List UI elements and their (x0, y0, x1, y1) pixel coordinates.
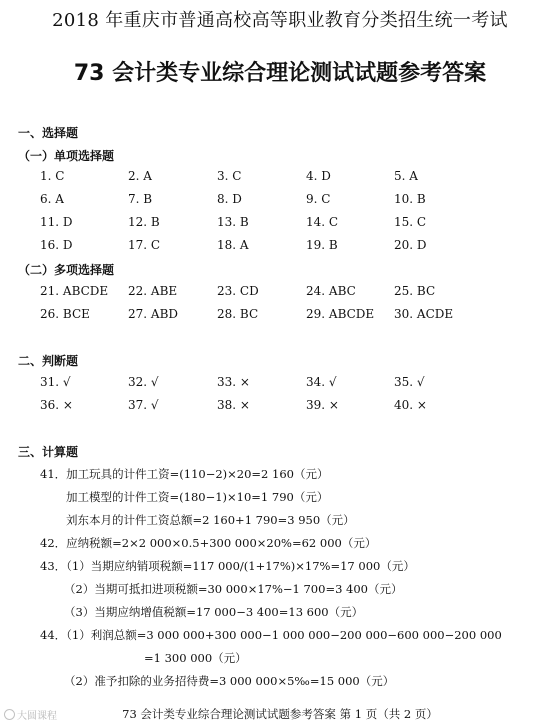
section-heading-true-false: 二、判断题 (18, 354, 79, 368)
document-title: 73 会计类专业综合理论测试试题参考答案 (73, 61, 487, 86)
answer-item: 10. B (394, 192, 426, 206)
answer-item: 29. ABCDE (306, 307, 375, 321)
answer-item: 38. × (217, 398, 250, 412)
answer-item: 33. × (217, 375, 250, 389)
answer-row (40, 375, 540, 393)
answer-item: 30. ACDE (394, 307, 454, 321)
answer-item: 24. ABC (306, 284, 356, 298)
calc-line: =1 300 000（元） (144, 651, 247, 665)
answer-item: 18. A (217, 238, 249, 252)
section-heading-choice: 一、选择题 (18, 126, 79, 140)
answer-item: 3. C (217, 169, 242, 183)
answer-item: 35. √ (394, 375, 425, 389)
answer-row (40, 398, 540, 416)
answer-item: 32. √ (128, 375, 159, 389)
answer-item: 9. C (306, 192, 331, 206)
calc-line: （3）当期应纳增值税额=17 000−3 400=13 600（元） (64, 605, 364, 619)
watermark-text: 大圆课程 (17, 711, 57, 722)
answer-item: 14. C (306, 215, 339, 229)
calc-line: 43．（1）当期应纳销项税额=117 000/(1+17%)×17%=17 000（元） (40, 559, 415, 573)
answer-item: 21. ABCDE (40, 284, 109, 298)
answer-item: 5. A (394, 169, 418, 183)
calc-line: （2）准予扣除的业务招待费=3 000 000×5‰=15 000（元） (64, 674, 395, 688)
answer-item: 19. B (306, 238, 338, 252)
section-heading-calculation: 三、计算题 (18, 445, 79, 459)
answer-item: 17. C (128, 238, 161, 252)
answer-row (40, 169, 540, 187)
calc-line: 42．应纳税额=2×2 000×0.5+300 000×20%=62 000（元） (40, 536, 377, 550)
calc-line: 44．（1）利润总额=3 000 000+300 000−1 000 000−200 000−600 000−200 000 (40, 628, 502, 642)
answer-item: 23. CD (217, 284, 259, 298)
answer-item: 27. ABD (128, 307, 179, 321)
answer-item: 40. × (394, 398, 427, 412)
exam-title: 2018 年重庆市普通高校高等职业教育分类招生统一考试 (52, 10, 508, 31)
page-footer: 73 会计类专业综合理论测试试题参考答案 第 1 页（共 2 页） (122, 707, 438, 721)
answer-row (40, 215, 540, 233)
answer-item: 1. C (40, 169, 65, 183)
answer-item: 16. D (40, 238, 73, 252)
answer-item: 11. D (40, 215, 73, 229)
calc-line: 刘东本月的计件工资总额=2 160+1 790=3 950（元） (66, 513, 355, 527)
answer-item: 31. √ (40, 375, 71, 389)
answer-item: 26. BCE (40, 307, 90, 321)
answer-item: 15. C (394, 215, 427, 229)
answer-item: 22. ABE (128, 284, 178, 298)
answer-row (40, 192, 540, 210)
subsection-single-choice: （一）单项选择题 (18, 149, 115, 163)
answer-item: 13. B (217, 215, 249, 229)
answer-row (40, 238, 540, 256)
answer-item: 6. A (40, 192, 64, 206)
subsection-multi-choice: （二）多项选择题 (18, 263, 115, 277)
answer-item: 37. √ (128, 398, 159, 412)
calc-line: 41．加工玩具的计件工资=(110−2)×20=2 160（元） (40, 467, 329, 481)
answer-item: 8. D (217, 192, 242, 206)
answer-item: 36. × (40, 398, 73, 412)
answer-item: 39. × (306, 398, 339, 412)
answer-row (40, 307, 540, 325)
answer-item: 12. B (128, 215, 160, 229)
answer-item: 4. D (306, 169, 331, 183)
answer-item: 34. √ (306, 375, 337, 389)
answer-item: 20. D (394, 238, 427, 252)
answer-item: 7. B (128, 192, 153, 206)
answer-item: 25. BC (394, 284, 436, 298)
answer-item: 2. A (128, 169, 152, 183)
answer-item: 28. BC (217, 307, 259, 321)
calc-line: （2）当期可抵扣进项税额=30 000×17%−1 700=3 400（元） (64, 582, 403, 596)
calc-line: 加工模型的计件工资=(180−1)×10=1 790（元） (66, 490, 329, 504)
answer-row (40, 284, 540, 302)
